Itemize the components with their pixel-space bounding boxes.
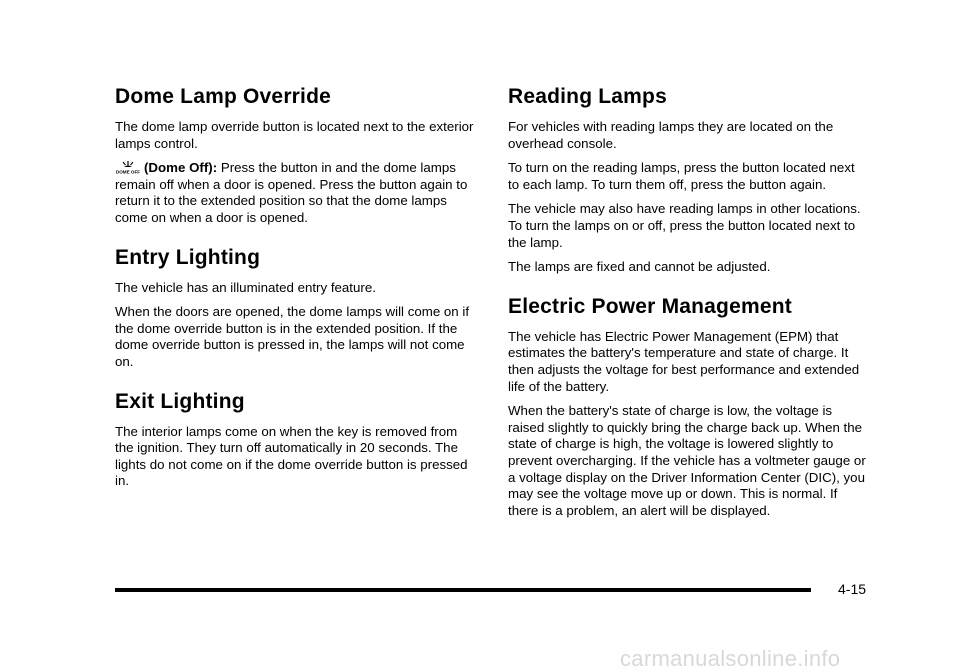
reading-lamps-para-3: The vehicle may also have reading lamps in other locations. To turn the lamps on or off, press the button located next to the lamp. (508, 201, 861, 250)
section-dome-lamp-override (115, 84, 475, 227)
section-electric-power-management (508, 294, 868, 520)
watermark: carmanualsonline.info (620, 646, 841, 671)
page-number: 4-15 (838, 581, 867, 597)
reading-lamps-para-4: The lamps are fixed and cannot be adjusted. (508, 259, 771, 275)
epm-para-1: The vehicle has Electric Power Management (EPM) that estimates the battery's temperature and state of charge. It then adjusts the voltage for best performance and extended life of the battery. (508, 328, 860, 394)
dome-off-icon (115, 160, 141, 174)
section-reading-lamps (508, 84, 868, 276)
dome-off-description: Press the button in and the dome lamps remain off when a door is opened. Press the button again to return it to the extended position so that the dome lamps come on when a door is opened. (115, 160, 468, 225)
reading-lamps-para-1: For vehicles with reading lamps they are located on the overhead console. (508, 119, 834, 151)
epm-para-2: When the battery's state of charge is low, the voltage is raised slightly to quickly bring the charge back up. When the state of charge is high, the voltage is lowered slightly to prevent overcharging. If the vehicle has a voltmeter gauge or a voltage display on the Driver Information Center (DIC), you may see the voltage move up or down. This is normal. If there is a problem, an alert will be displayed. (508, 403, 866, 518)
heading-dome-lamp-override: Dome Lamp Override (115, 85, 331, 108)
dome-override-para-1: The dome lamp override button is located next to the exterior lamps control. (115, 119, 474, 151)
right-column (508, 84, 868, 537)
exit-lighting-para-1: The interior lamps come on when the key is removed from the ignition. They turn off automatically in 20 seconds. The lights do not come on if the dome override button is pressed in. (115, 423, 468, 489)
dome-override-para-2 (115, 160, 475, 226)
entry-lighting-para-2: When the doors are opened, the dome lamps will come on if the dome override button is in the extended position. If the dome override button is pressed in, the lamps will not come on. (115, 304, 470, 369)
dome-off-term: (Dome Off): (144, 160, 218, 176)
footer-rule (115, 588, 811, 592)
left-column (115, 84, 475, 508)
section-entry-lighting (115, 245, 475, 371)
heading-electric-power-management: Electric Power Management (508, 294, 792, 318)
section-exit-lighting (115, 389, 475, 490)
heading-entry-lighting: Entry Lighting (115, 245, 261, 269)
reading-lamps-para-2: To turn on the reading lamps, press the button located next to each lamp. To turn them off, press the button again. (508, 160, 855, 192)
heading-reading-lamps: Reading Lamps (508, 85, 667, 108)
svg-text:DOME OFF: DOME OFF (115, 169, 141, 175)
heading-exit-lighting: Exit Lighting (115, 389, 245, 413)
entry-lighting-para-1: The vehicle has an illuminated entry feature. (115, 279, 376, 295)
